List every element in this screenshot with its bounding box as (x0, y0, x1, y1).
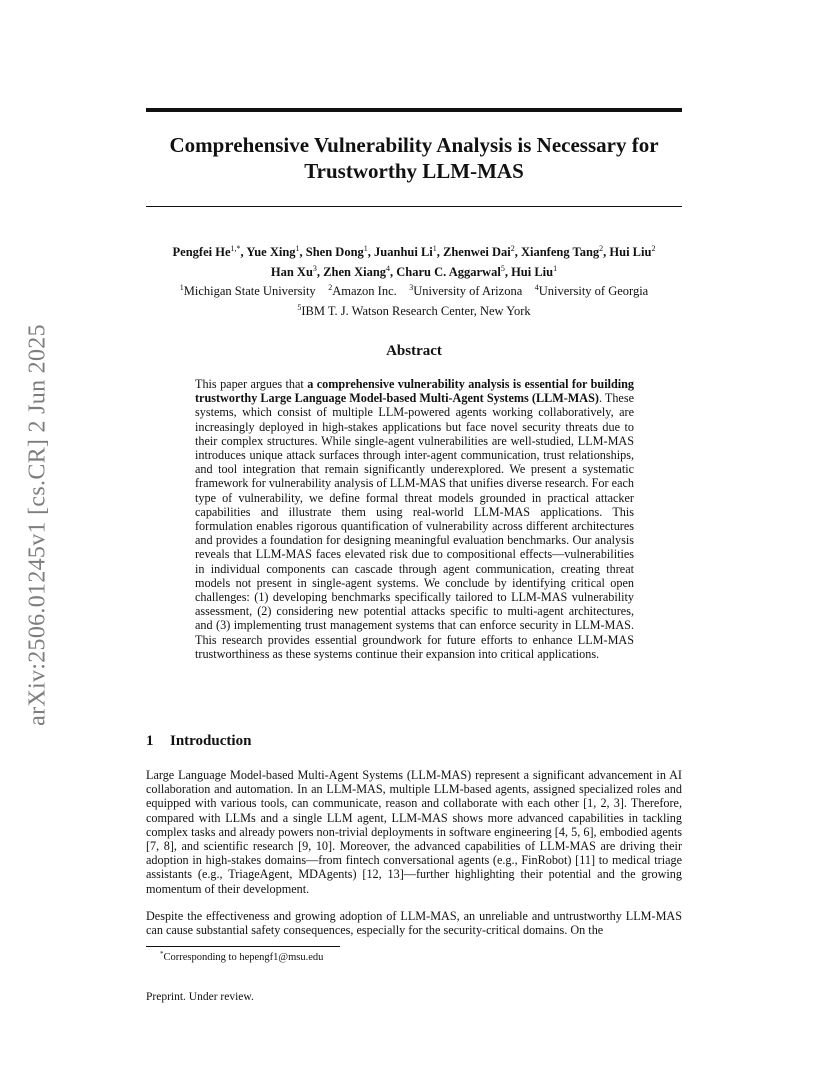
affiliation-name: IBM T. J. Watson Research Center, New York (301, 303, 531, 318)
affiliation-name: University of Arizona (413, 284, 523, 298)
author-affiliation-mark: 1 (432, 244, 437, 253)
preprint-notice: Preprint. Under review. (146, 991, 254, 1003)
abstract-text (195, 377, 634, 661)
author-name: Yue Xing (246, 245, 296, 259)
affiliation-mark: 5 (297, 302, 302, 312)
arxiv-sidebar-stamp: arXiv:2506.01245v1 [cs.CR] 2 Jun 2025 (24, 324, 51, 726)
author-line-1: Pengfei $He^{1,*}$, Yue Xing$^1$, Shen Dong$^1$, Juanhui Li$^1$, Zhenwei Dai$^2$, Xianfeng Tang$^2$, Hui Liu$^2$ (172, 244, 656, 259)
author-name: Shen Dong (305, 245, 364, 259)
intro-paragraph-2: Despite the effectiveness and growing adoption of LLM-MAS, an unreliable and untrustworthy LLM-MAS can cause substantial safety consequences, especially for the security-critical domains. On the (146, 909, 682, 938)
author-name: Hui Liu (511, 264, 554, 279)
author-affiliation-mark: 1 (295, 244, 300, 253)
author-name: Han Xu (270, 264, 313, 279)
author-name: Juanhui Li (374, 245, 433, 259)
affiliation-line-2 (146, 300, 682, 320)
title-line-1: Comprehensive Vulnerability Analysis is Necessary for (169, 133, 659, 157)
author-name: Zhenwei Dai (443, 245, 511, 259)
author-line-2: Han Xu$^3$, Zhen Xiang$^4$, Charu C. Aggarwal$^5$, Hui Liu$^1$ (270, 263, 558, 279)
affiliation-name: Michigan State University (183, 284, 316, 298)
author-affiliation-mark: 2 (651, 244, 656, 253)
footnote-mark: * (160, 950, 164, 958)
author-name: Charu C. Aggarwal (396, 264, 501, 279)
affiliation-name: University of Georgia (538, 284, 649, 298)
author-affiliation-mark: 1 (553, 263, 558, 273)
section-heading-introduction (146, 733, 251, 750)
footnote-text: Corresponding to hepengf1@msu.edu (163, 952, 324, 963)
author-affiliation-mark: 5 (500, 263, 505, 273)
abstract-lead-bold: a comprehensive vulnerability analysis is essential for building trustworthy Large Language Model-based Multi-Agent Systems (LLM-MAS) (195, 377, 634, 406)
section-number: 1 (146, 733, 154, 749)
author-affiliation-mark: 4 (386, 263, 391, 273)
footnote-rule (146, 946, 340, 947)
footnote (160, 950, 323, 963)
title-bottom-rule (146, 206, 682, 207)
affiliation-name: Amazon Inc. (332, 284, 397, 298)
affiliation-mark: 2 (328, 283, 333, 292)
affiliation-mark: 1 (179, 283, 184, 292)
abstract-body: . These systems, which consist of multiple LLM-powered agents working collaboratively, are increasingly deployed in high-stakes applications but face novel security threats due to their complex structures. While single-agent vulnerabilities are well-studied, LLM-MAS introduces unique attack surfaces through inter-agent communication, trust relationships, and tool integration that remain significantly underexplored. We present a systematic framework for vulnerability analysis of LLM-MAS that unifies diverse research. For each type of vulnerability, we define formal threat models grounded in practical attacker capabilities and illustrate them using real-world LLM-MAS applications. This formulation enables rigorous quantification of vulnerability across different architectures and provides a foundation for designing meaningful evaluation benchmarks. Our analysis reveals that LLM-MAS faces elevated risk due to compositional effects—vulnerabilities in individual components can cascade through agent communication, creating threat models not present in single-agent systems. We conclude by identifying critical open challenges: (1) developing benchmarks specifically tailored to LLM-MAS vulnerability assessment, (2) considering new potential attacks specific to multi-agent architectures, and (3) implementing trust management systems that can enforce security in LLM-MAS. This research provides essential groundwork for future efforts to enhance LLM-MAS trustworthiness as these systems continue their expansion into critical applications. (195, 391, 634, 661)
paper-title (146, 132, 682, 184)
affiliation-mark: 3 (409, 283, 414, 292)
author-affiliation-mark: 2 (599, 244, 604, 253)
author-affiliation-mark: 3 (312, 263, 317, 273)
intro-paragraph-1: Large Language Model-based Multi-Agent Systems (LLM-MAS) represent a significant advancement in AI collaboration and automation. In an LLM-MAS, multiple LLM-based agents, assigned specialized roles and equipped with various tools, can communicate, reason and collaborate with each other [1, 2, 3]. Therefore, compared with LLMs and a single LLM agent, LLM-MAS shows more advanced capabilities in tackling complex tasks and already powers non-trivial deployments in software engineering [4, 5, 6], embodied agents [7, 8], and scientific research [9, 10]. Moreover, the advanced capabilities of LLM-MAS are driving their adoption in high-stakes domains—from fintech conversational agents (e.g., FinRobot) [11] to medical triage assistants (e.g., TriageAgent, MDAgents) [12, 13]—further highlighting their potential and the growing momentum of their development. (146, 768, 682, 896)
author-name: Zhen Xiang (323, 264, 387, 279)
author-name: Xianfeng Tang (520, 245, 600, 259)
title-line-2: Trustworthy LLM-MAS (304, 159, 524, 183)
author-affiliation-mark: 1,* (230, 244, 241, 253)
author-affiliation-mark: 1 (363, 244, 368, 253)
author-block (146, 241, 682, 319)
abstract-lead-plain: This paper argues that (195, 377, 308, 391)
author-name: Pengfei He (172, 245, 231, 259)
abstract-heading: Abstract (386, 343, 442, 359)
author-name: Hui Liu (609, 245, 652, 259)
affiliation-mark: 4 (534, 283, 539, 292)
author-affiliation-mark: 2 (510, 244, 515, 253)
affiliation-line-1 (146, 280, 682, 300)
title-top-rule (146, 108, 682, 112)
section-title: Introduction (170, 733, 252, 749)
